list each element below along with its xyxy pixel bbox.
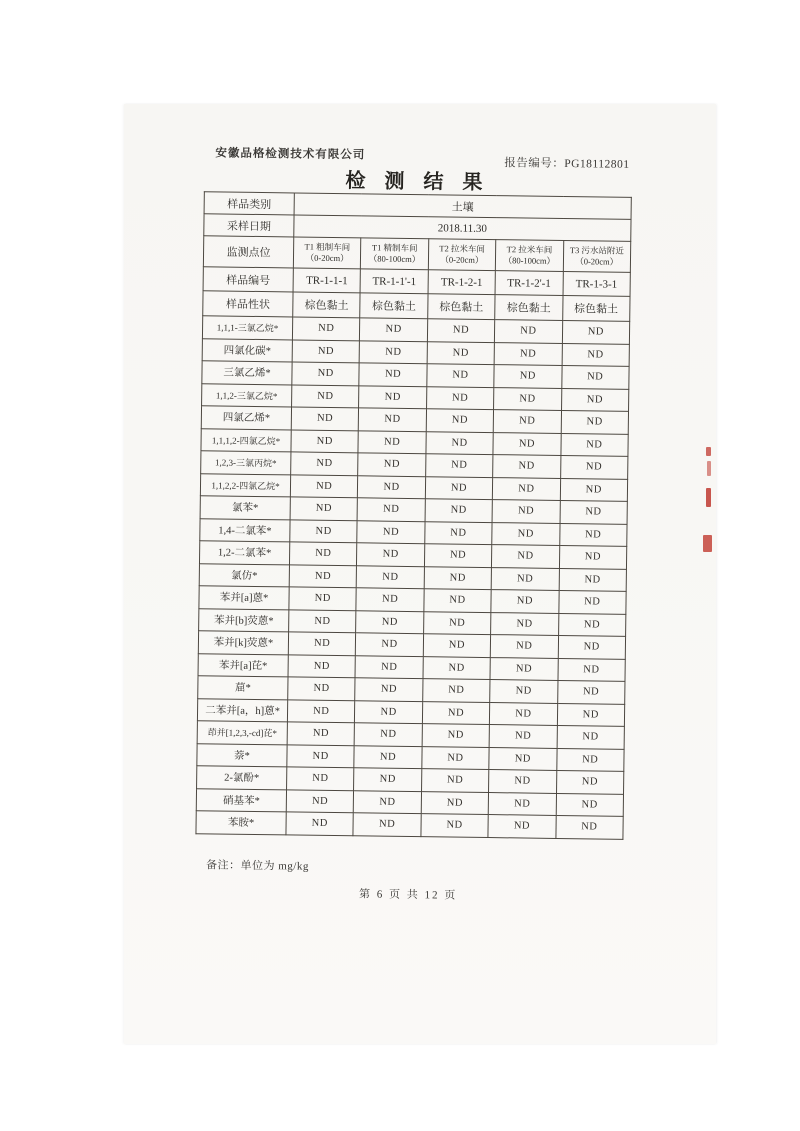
sample-no-cell: TR-1-2'-1 (495, 271, 563, 296)
row-label-sample-no: 样品编号 (203, 267, 293, 292)
result-cell: ND (427, 319, 495, 342)
point-depth: （80-100cm） (368, 253, 421, 265)
result-cell: ND (426, 386, 494, 409)
result-cell: ND (422, 746, 490, 769)
result-cell: ND (556, 770, 624, 793)
result-cell: ND (491, 590, 559, 613)
result-cell: ND (357, 565, 425, 588)
result-cell: ND (561, 388, 629, 411)
result-cell: ND (355, 655, 423, 678)
row-label-category: 样品类别 (204, 192, 294, 215)
result-cell: ND (423, 656, 491, 679)
analyte-name: 2-氯酚* (197, 766, 287, 790)
red-stamp-fragment (703, 535, 712, 552)
page-number: 第 6 页 共 12 页 (358, 888, 458, 902)
point-name: T3 污水站附近 (569, 245, 624, 256)
result-cell: ND (424, 544, 492, 567)
result-cell: ND (290, 497, 358, 520)
result-cell: ND (490, 680, 558, 703)
result-cell: ND (286, 789, 354, 812)
analyte-name: 四氯化碳* (202, 338, 292, 362)
result-cell: ND (491, 612, 559, 635)
analyte-name: 䓛* (198, 676, 288, 700)
point-cell (496, 240, 564, 272)
result-cell: ND (559, 523, 627, 546)
table-row-analyte (196, 811, 623, 839)
result-cell: ND (423, 611, 491, 634)
result-cell: ND (425, 499, 493, 522)
result-cell: ND (290, 474, 358, 497)
point-cell (563, 240, 631, 272)
result-cell: ND (358, 453, 426, 476)
result-cell: ND (355, 723, 423, 746)
result-cell: ND (560, 455, 628, 478)
analyte-name: 苯并[b]荧蒽* (199, 608, 289, 632)
result-cell: ND (358, 475, 426, 498)
analyte-name: 1,2-二氯苯* (199, 541, 289, 565)
character-cell: 棕色黏土 (427, 294, 495, 320)
result-cell: ND (423, 634, 491, 657)
result-cell: ND (354, 745, 422, 768)
result-cell: ND (427, 364, 495, 387)
character-cell: 棕色黏土 (562, 295, 630, 321)
result-cell: ND (494, 342, 562, 365)
point-name: T2 拉米车间 (439, 243, 485, 254)
result-cell: ND (289, 564, 357, 587)
sample-no-cell: TR-1-1'-1 (360, 269, 428, 294)
result-cell: ND (424, 589, 492, 612)
result-cell: ND (555, 815, 623, 838)
result-cell: ND (489, 747, 557, 770)
result-cell: ND (557, 725, 625, 748)
page-content (112, 103, 716, 1051)
result-cell: ND (292, 384, 360, 407)
result-cell: ND (358, 430, 426, 453)
result-cell: ND (493, 410, 561, 433)
row-label-points: 监测点位 (203, 236, 293, 268)
result-cell: ND (490, 657, 558, 680)
result-cell: ND (354, 768, 422, 791)
analyte-name: 硝基苯* (196, 788, 286, 812)
result-cell: ND (421, 791, 489, 814)
result-cell: ND (356, 588, 424, 611)
result-cell: ND (556, 748, 624, 771)
result-cell: ND (288, 632, 356, 655)
result-cell: ND (421, 814, 489, 837)
result-cell: ND (426, 409, 494, 432)
point-name: T2 拉米车间 (506, 244, 553, 255)
sample-no-cell: TR-1-2-1 (428, 270, 496, 295)
result-cell: ND (360, 340, 428, 363)
result-cell: ND (287, 744, 355, 767)
point-name: T1 粗制车间 (304, 241, 351, 253)
point-depth: （0-20cm） (575, 256, 619, 267)
result-cell: ND (558, 613, 626, 636)
result-cell: ND (286, 812, 354, 835)
result-cell: ND (426, 431, 494, 454)
row-label-date: 采样日期 (204, 214, 294, 237)
result-cell: ND (424, 566, 492, 589)
result-cell: ND (289, 587, 357, 610)
result-cell: ND (488, 792, 556, 815)
result-cell: ND (288, 677, 356, 700)
scanned-report-page (124, 104, 716, 1044)
results-table (195, 191, 631, 839)
result-cell: ND (292, 339, 360, 362)
result-cell: ND (561, 410, 629, 433)
page-title: 检 测 结 果 (345, 170, 490, 195)
analyte-name: 1,4-二氯苯* (200, 518, 290, 542)
red-stamp-fragment (706, 488, 711, 507)
result-cell: ND (421, 769, 489, 792)
result-cell: ND (562, 320, 630, 343)
analyte-name: 1,1,1,2-四氯乙烷* (201, 428, 291, 452)
result-cell: ND (289, 609, 357, 632)
result-cell: ND (357, 498, 425, 521)
analyte-name: 四氯乙烯* (201, 406, 291, 430)
point-depth: （0-20cm） (440, 254, 484, 265)
result-cell: ND (425, 454, 493, 477)
point-cell (293, 237, 361, 269)
character-cell: 棕色黏土 (360, 293, 428, 319)
result-cell: ND (425, 521, 493, 544)
point-depth: （0-20cm） (305, 252, 349, 264)
company-name: 安徽品格检测技术有限公司 (215, 147, 366, 162)
result-cell: ND (288, 654, 356, 677)
character-cell: 棕色黏土 (495, 295, 563, 321)
result-cell: ND (427, 341, 495, 364)
result-cell: ND (291, 407, 359, 430)
result-cell: ND (559, 568, 627, 591)
result-cell: ND (357, 520, 425, 543)
result-cell: ND (360, 318, 428, 341)
point-cell (361, 238, 429, 270)
result-cell: ND (561, 365, 629, 388)
point-name: T1 精制车间 (371, 242, 418, 254)
unit-note: 备注：单位为 mg/kg (205, 859, 309, 873)
red-stamp-fragment (707, 461, 711, 476)
result-cell: ND (493, 477, 561, 500)
result-cell: ND (287, 722, 355, 745)
result-cell: ND (287, 699, 355, 722)
character-cell: 棕色黏土 (293, 292, 361, 318)
analyte-name: 1,1,2,2-四氯乙烷* (200, 473, 290, 497)
result-cell: ND (493, 455, 561, 478)
analyte-name: 二苯并[a，h]蒽* (197, 698, 287, 722)
result-cell: ND (357, 543, 425, 566)
result-cell: ND (492, 522, 560, 545)
result-cell: ND (290, 519, 358, 542)
result-cell: ND (422, 679, 490, 702)
result-cell: ND (495, 320, 563, 343)
analyte-name: 氯苯* (200, 496, 290, 520)
result-cell: ND (422, 724, 490, 747)
result-cell: ND (353, 813, 421, 836)
result-cell: ND (489, 770, 557, 793)
result-cell: ND (355, 700, 423, 723)
result-cell: ND (492, 545, 560, 568)
result-cell: ND (359, 363, 427, 386)
result-cell: ND (292, 317, 360, 340)
analyte-name: 苯并[a]芘* (198, 653, 288, 677)
result-cell: ND (556, 793, 624, 816)
date-value: 2018.11.30 (294, 215, 631, 241)
result-cell: ND (292, 362, 360, 385)
result-cell: ND (490, 635, 558, 658)
result-cell: ND (291, 429, 359, 452)
result-cell: ND (354, 790, 422, 813)
analyte-name: 三氯乙烯* (202, 361, 292, 385)
result-cell: ND (491, 567, 559, 590)
report-number: 报告编号：PG18112801 (504, 157, 630, 171)
result-cell: ND (490, 702, 558, 725)
result-cell: ND (356, 610, 424, 633)
result-cell: ND (492, 500, 560, 523)
sample-no-cell: TR-1-3-1 (563, 271, 631, 296)
result-cell: ND (287, 767, 355, 790)
result-cell: ND (559, 545, 627, 568)
analyte-name: 茚并[1,2,3,-cd]芘* (197, 721, 287, 745)
analyte-name: 萘* (197, 743, 287, 767)
result-cell: ND (493, 432, 561, 455)
result-cell: ND (557, 703, 625, 726)
point-depth: （80-100cm） (503, 255, 556, 266)
result-cell: ND (355, 678, 423, 701)
analyte-name: 1,2,3-三氯丙烷* (201, 451, 291, 475)
result-cell: ND (557, 680, 625, 703)
analyte-name: 苯胺* (196, 811, 286, 835)
point-cell (428, 239, 496, 271)
analyte-name: 1,1,2-三氯乙烷* (202, 383, 292, 407)
result-cell: ND (562, 343, 630, 366)
result-cell: ND (558, 658, 626, 681)
result-cell: ND (289, 542, 357, 565)
row-label-character: 样品性状 (203, 291, 293, 317)
category-value: 土壤 (294, 193, 631, 219)
result-cell: ND (425, 476, 493, 499)
result-cell: ND (560, 500, 628, 523)
result-cell: ND (558, 635, 626, 658)
result-cell: ND (356, 633, 424, 656)
result-cell: ND (560, 478, 628, 501)
result-cell: ND (489, 725, 557, 748)
result-cell: ND (494, 387, 562, 410)
result-cell: ND (488, 815, 556, 838)
analyte-name: 苯并[k]荧蒽* (198, 631, 288, 655)
result-cell: ND (359, 385, 427, 408)
result-cell: ND (291, 452, 359, 475)
result-cell: ND (359, 408, 427, 431)
result-cell: ND (422, 701, 490, 724)
result-cell: ND (494, 365, 562, 388)
result-cell: ND (558, 590, 626, 613)
result-cell: ND (560, 433, 628, 456)
analyte-name: 1,1,1-三氯乙烷* (202, 316, 292, 340)
sample-no-cell: TR-1-1-1 (293, 268, 361, 293)
analyte-name: 氯仿* (199, 563, 289, 587)
analyte-name: 苯并[a]蒽* (199, 586, 289, 610)
red-stamp-fragment (706, 447, 711, 456)
